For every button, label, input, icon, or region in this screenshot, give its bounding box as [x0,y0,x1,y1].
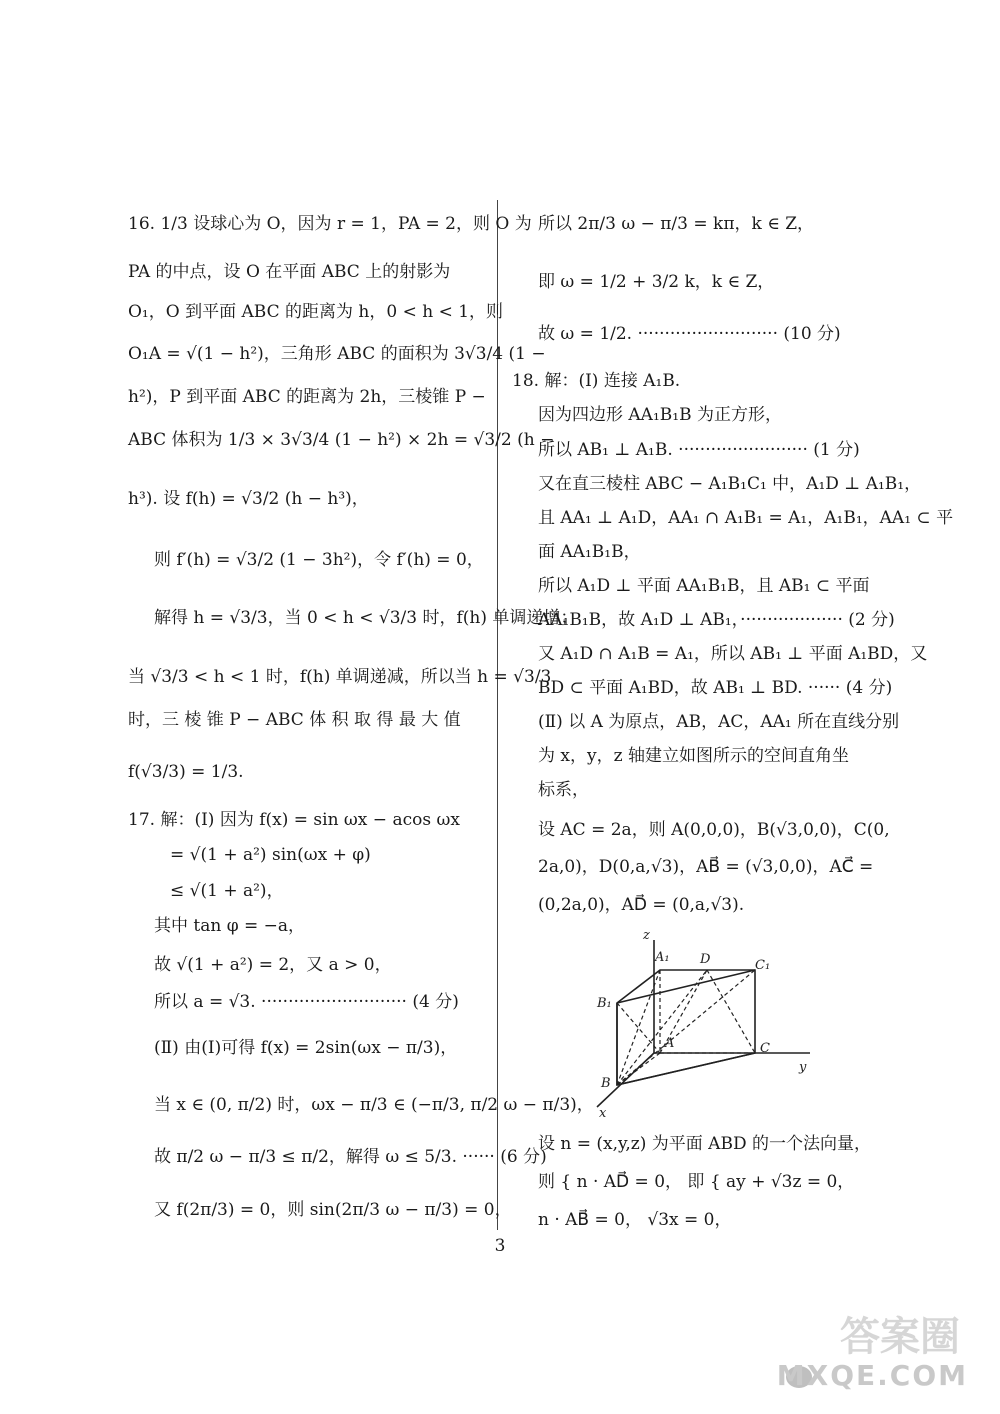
text-line: 因为四边形 AA₁B₁B 为正方形， [538,405,782,425]
text-line: 故 π/2 ω − π/3 ≤ π/2，解得 ω ≤ 5/3. ······ (6 分) [154,1147,547,1167]
label-d: D [700,952,711,967]
text-line: O₁，O 到平面 ABC 的距离为 h，0 < h < 1，则 [128,302,504,322]
label-c1: C₁ [755,958,771,973]
text-line: (Ⅱ) 以 A 为原点，AB，AC，AA₁ 所在直线分别 [538,712,900,732]
text-line: (0,2a,0)，AD⃗ = (0,a,√3). [538,895,745,915]
text-line: 所以 2π/3 ω − π/3 = kπ，k ∈ Z， [538,214,815,234]
text-line: n · AB⃗ = 0， √3x = 0， [538,1210,732,1230]
text-line: 解得 h = √3/3，当 0 < h < √3/3 时，f(h) 单调递增； [154,608,578,628]
text-line: 16. 1/3 设球心为 O，因为 r = 1，PA = 2，则 O 为 [128,214,532,234]
label-a: A [665,1036,675,1051]
text-line: 当 x ∈ (0, π/2) 时，ωx − π/3 ∈ (−π/3, π/2 ω − π/3)， [154,1095,594,1115]
text-line: PA 的中点，设 O 在平面 ABC 上的射影为 [128,262,451,282]
text-line: 18. 解：(Ⅰ) 连接 A₁B. [512,371,681,391]
label-z: z [643,928,650,943]
prism-diagram [585,925,815,1120]
text-line: 所以 a = √3. ··························· (4 分) [154,992,459,1012]
text-line: 设 AC = 2a，则 A(0,0,0)，B(√3,0,0)，C(0, [538,820,890,840]
text-line: 故 ω = 1/2. ·························· (10 分) [538,324,841,344]
label-c: C [760,1041,770,1056]
label-a1: A₁ [655,950,670,965]
text-line: 所以 A₁D ⊥ 平面 AA₁B₁B，且 AB₁ ⊂ 平面 [538,576,870,596]
text-line: AA₁B₁B，故 A₁D ⊥ AB₁，··················· (2 分) [538,610,895,630]
text-line: 标系， [538,780,589,800]
text-line: 故 √(1 + a²) = 2，又 a > 0， [154,955,392,975]
label-x: x [599,1106,607,1120]
text-line: 2a,0)，D(0,a,√3)，AB⃗ = (√3,0,0)，AC⃗ = [538,857,874,877]
text-line: 则 { n · AD⃗ = 0， 即 { ay + √3z = 0， [538,1172,855,1192]
watermark-brand: 答案圈 [840,1314,960,1360]
text-line: 为 x，y，z 轴建立如图所示的空间直角坐 [538,746,849,766]
text-line: 17. 解：(Ⅰ) 因为 f(x) = sin ωx − acos ωx [128,810,460,830]
text-line: 时，三 棱 锥 P − ABC 体 积 取 得 最 大 值 [128,710,461,730]
text-line: 即 ω = 1/2 + 3/2 k，k ∈ Z， [538,272,775,292]
label-b: B [601,1076,611,1091]
text-line: 又 f(2π/3) = 0，则 sin(2π/3 ω − π/3) = 0， [154,1200,512,1220]
text-line: 又 A₁D ∩ A₁B = A₁，所以 AB₁ ⊥ 平面 A₁BD，又 [538,644,928,664]
text-line: 设 n = (x,y,z) 为平面 ABD 的一个法向量， [538,1134,871,1154]
text-line: 所以 AB₁ ⊥ A₁B. ························ (1 分) [538,440,860,460]
text-line: f(√3/3) = 1/3. [128,762,244,782]
label-y: y [799,1060,807,1075]
text-line: BD ⊂ 平面 A₁BD，故 AB₁ ⊥ BD. ······ (4 分) [538,678,893,698]
watermark-site: MXQE.COM [776,1359,968,1392]
text-line: 则 f′(h) = √3/2 (1 − 3h²)，令 f′(h) = 0， [154,550,484,570]
text-line: h²)，P 到平面 ABC 的距离为 2h，三棱锥 P − [128,387,486,407]
page-number: 3 [494,1236,506,1256]
text-line: h³). 设 f(h) = √3/2 (h − h³)， [128,489,369,509]
text-line: (Ⅱ) 由(Ⅰ)可得 f(x) = 2sin(ωx − π/3)， [154,1038,458,1058]
text-line: 当 √3/3 < h < 1 时，f(h) 单调递减，所以当 h = √3/3 [128,667,552,687]
text-line: = √(1 + a²) sin(ωx + φ) [170,845,371,865]
text-line: O₁A = √(1 − h²)，三角形 ABC 的面积为 3√3/4 (1 − [128,344,546,364]
text-line: 其中 tan φ = −a， [154,916,306,936]
label-b1: B₁ [597,996,612,1011]
text-line: 又在直三棱柱 ABC − A₁B₁C₁ 中，A₁D ⊥ A₁B₁， [538,474,922,494]
watermark [778,1316,988,1406]
text-line: 面 AA₁B₁B， [538,542,641,562]
text-line: ABC 体积为 1/3 × 3√3/4 (1 − h²) × 2h = √3/2 (h − [128,430,555,450]
text-line: ≤ √(1 + a²)， [170,881,284,901]
text-line: 且 AA₁ ⊥ A₁D，AA₁ ∩ A₁B₁ = A₁，A₁B₁，AA₁ ⊂ 平 [538,508,954,528]
